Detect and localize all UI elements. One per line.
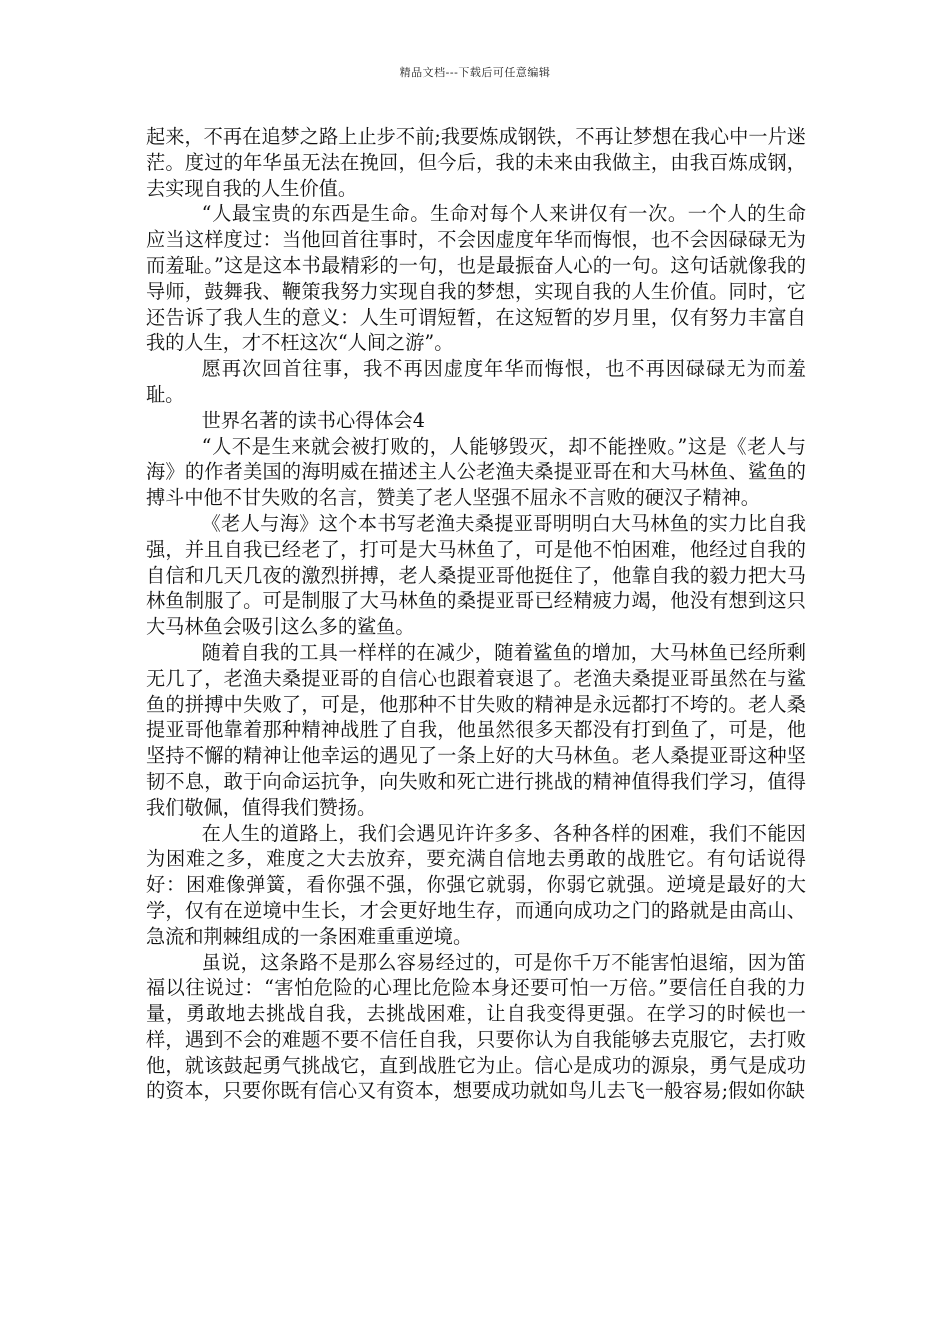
paragraph-courage: 虽说，这条路不是那么容易经过的，可是你千万不能害怕退缩，因为笛福以往说过：“害怕危险的心理比危险本身还要可怕一万倍。”要信任自我的力量，勇敢地去挑战自我，去挑战困难，让自我变得更强。在学习的时候也一样，遇到不会的难题不要不信任自我，只要你认为自我能够去克服它，去打败他，就该鼓起勇气挑战它，直到战胜它为止。信心是成功的源泉，勇气是成功的资本，只要你既有信心又有资本，想要成功就如鸟儿去飞一般容易;假如你缺 [146,950,806,1103]
section-heading: 世界名著的读书心得体会4 [201,408,425,432]
paragraph-hemingway-quote: “人不是生来就会被打败的，人能够毁灭，却不能挫败。”这是《老人与海》的作者美国的海明威在描述主人公老渔夫桑提亚哥在和大马林鱼、鲨鱼的搏斗中他不甘失败的名言，赞美了老人坚强不屈永不言败的硬汉子精神。 [146,434,806,510]
page-header: 精品文档---下载后可任意编辑 [399,66,551,79]
paragraph-quote-life: “人最宝贵的东西是生命。生命对每个人来讲仅有一次。一个人的生命应当这样度过：当他回首往事时，不会因虚度年华而悔恨，也不会因碌碌无为而羞耻。”这是这本书最精彩的一句，也是最振奋人心的一句。这句话就像我的导师，鼓舞我、鞭策我努力实现自我的梦想，实现自我的人生价值。同时，它还告诉了我人生的意义：人生可谓短暂，在这短暂的岁月里，仅有努力丰富自我的人生，才不枉这次“人间之游”。 [146,202,806,355]
paragraph-continued: 起来，不再在追梦之路上止步不前;我要炼成钢铁，不再让梦想在我心中一片迷茫。度过的年华虽无法在挽回，但今后，我的未来由我做主，由我百炼成钢，去实现自我的人生价值。 [146,125,806,200]
paragraph-closing: 愿再次回首往事，我不再因虚度年华而悔恨，也不再因碌碌无为而羞耻。 [146,357,806,406]
paragraph-struggle: 随着自我的工具一样样的在减少，随着鲨鱼的增加，大马林鱼已经所剩无几了，老渔夫桑提亚哥的自信心也跟着衰退了。老渔夫桑提亚哥虽然在与鲨鱼的拼搏中失败了，可是，他那种不甘失败的精神是永远都打不垮的。老人桑提亚哥他靠着那种精神战胜了自我，他虽然很多天都没有打到鱼了，可是，他坚持不懈的精神让他幸运的遇见了一条上好的大马林鱼。老人桑提亚哥这种坚韧不息，敢于向命运抗争，向失败和死亡进行挑战的精神值得我们学习，值得我们敬佩，值得我们赞扬。 [146,640,806,819]
paragraph-life-road: 在人生的道路上，我们会遇见许许多多、各种各样的困难，我们不能因为困难之多，难度之大去放弃，要充满自信地去勇敢的战胜它。有句话说得好：困难像弹簧，看你强不强，你强它就弱，你弱它就强。逆境是最好的大学，仅有在逆境中生长，才会更好地生存，而通向成功之门的路就是由高山、急流和荆棘组成的一条困难重重逆境。 [146,821,806,948]
document-body [146,124,806,1104]
paragraph-old-man-summary: 《老人与海》这个本书写老渔夫桑提亚哥明明白大马林鱼的实力比自我强，并且自我已经老了，打可是大马林鱼了，可是他不怕困难，他经过自我的自信和几天几夜的激烈拼搏，老人桑提亚哥他挺住了，他靠自我的毅力把大马林鱼制服了。可是制服了大马林鱼的桑提亚哥已经精疲力竭，他没有想到这只大马林鱼会吸引这么多的鲨鱼。 [146,511,806,639]
